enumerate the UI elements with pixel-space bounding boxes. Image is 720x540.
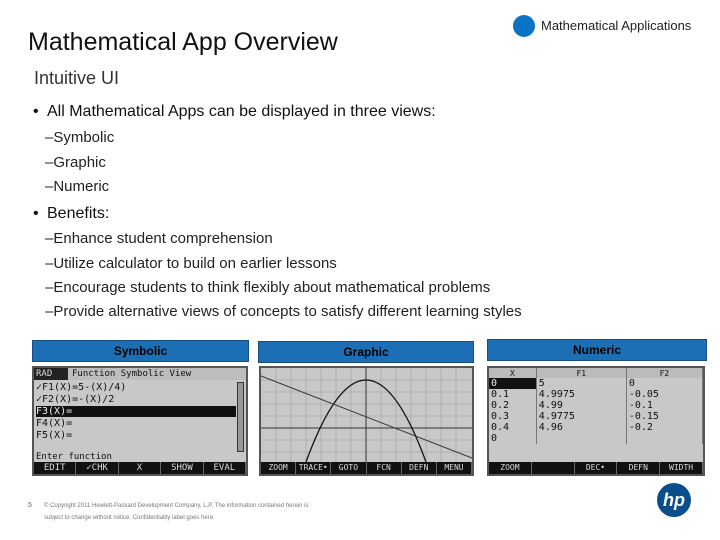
bullet-views <box>33 103 436 121</box>
table-cell: 0.3 <box>489 411 536 422</box>
table-cell: 4.96 <box>536 422 626 433</box>
graph-plot <box>261 368 472 462</box>
menu-blank <box>532 462 575 474</box>
table-cell: 0.4 <box>489 422 536 433</box>
sub-item: –Symbolic <box>45 129 115 146</box>
symbolic-header <box>32 340 249 362</box>
column-header: F2 <box>626 368 702 378</box>
numeric-header <box>487 339 707 361</box>
table-header-row <box>489 368 703 378</box>
table-cell: 4.99 <box>536 400 626 411</box>
menu-zoom: ZOOM <box>489 462 532 474</box>
bullet-text: Benefits: <box>47 205 110 222</box>
menu-show: SHOW <box>161 462 203 474</box>
bullet-dot-icon: • <box>33 103 39 120</box>
angle-mode: RAD <box>34 368 68 380</box>
table-row <box>489 400 703 411</box>
sub-item: –Graphic <box>45 154 106 171</box>
page-number: 5 <box>28 502 32 509</box>
graphic-header-label: Graphic <box>343 345 389 359</box>
table-row <box>489 378 703 389</box>
entry-label: Enter function <box>36 452 112 462</box>
page-title: Mathematical App Overview <box>28 28 338 56</box>
menu-edit: EDIT <box>34 462 76 474</box>
table-cell: 4.9775 <box>536 411 626 422</box>
symbolic-header-label: Symbolic <box>113 344 168 358</box>
table-cell: -0.2 <box>626 422 702 433</box>
function-row: ✓F1(X)=5-(X)/4) <box>36 382 127 393</box>
table-cell: 4.9975 <box>536 389 626 400</box>
graphic-screen <box>259 366 474 476</box>
menu-check: ✓CHK <box>76 462 118 474</box>
menu-zoom: ZOOM <box>261 462 296 474</box>
table-row <box>489 433 703 444</box>
table-cell: -0.1 <box>626 400 702 411</box>
sub-item: –Encourage students to think flexibly about mathematical problems <box>45 279 491 296</box>
menu-goto: GOTO <box>331 462 366 474</box>
menu-defn: DEFN <box>617 462 660 474</box>
table-cell <box>626 433 702 444</box>
menu-defn: DEFN <box>402 462 437 474</box>
table-row <box>489 389 703 400</box>
bullet-text: All Mathematical Apps can be displayed in three views: <box>47 103 436 120</box>
table-row <box>489 411 703 422</box>
table-cell: 0 <box>489 378 536 389</box>
table-cell: 0.1 <box>489 389 536 400</box>
function-row: ✓F2(X)=-(X)/2 <box>36 394 115 405</box>
table-row <box>489 422 703 433</box>
symbolic-menu <box>34 462 246 474</box>
brand-label: Mathematical Applications <box>541 18 692 33</box>
menu-x: X <box>119 462 161 474</box>
copyright-notice: © Copyright 2011 Hewlett-Packard Development Company, L.P. The information contained herein is subject to change without notice. Confidentiality label goes here <box>44 503 309 521</box>
sub-item: –Enhance student comprehension <box>45 230 273 247</box>
table-cell: -0.05 <box>626 389 702 400</box>
menu-width: WIDTH <box>660 462 703 474</box>
symbolic-scrollbar <box>237 382 244 452</box>
table-cell: -0.15 <box>626 411 702 422</box>
menu-dec: DEC• <box>575 462 618 474</box>
menu-fcn: FCN <box>367 462 402 474</box>
table-cell: 0.2 <box>489 400 536 411</box>
sub-item: –Utilize calculator to build on earlier lessons <box>45 255 337 272</box>
function-row: F3(X)= <box>36 406 236 417</box>
hp-logo: hp <box>657 483 691 517</box>
sub-item: –Numeric <box>45 178 110 195</box>
table-cell: 5 <box>536 378 626 389</box>
numeric-screen <box>487 366 705 476</box>
graphic-menu <box>261 462 472 474</box>
function-row: F4(X)= <box>36 418 73 429</box>
numeric-header-label: Numeric <box>572 343 622 357</box>
column-header: F1 <box>536 368 626 378</box>
table-cell <box>536 433 626 444</box>
table-cell: 0 <box>489 433 536 444</box>
brand-dot-icon <box>513 15 535 37</box>
symbolic-screen <box>32 366 248 476</box>
bullet-dot-icon: • <box>33 205 39 222</box>
symbolic-titlebar <box>34 368 246 380</box>
menu-menu: MENU <box>437 462 472 474</box>
menu-eval: EVAL <box>204 462 246 474</box>
view-title: Function Symbolic View <box>72 369 192 379</box>
table-cell: 0 <box>626 378 702 389</box>
bullet-benefits <box>33 205 109 223</box>
column-header: X <box>489 368 536 378</box>
numeric-table <box>489 368 703 444</box>
sub-item: –Provide alternative views of concepts to satisfy different learning styles <box>45 303 522 320</box>
graphic-header <box>258 341 474 363</box>
menu-trace: TRACE• <box>296 462 331 474</box>
page-subtitle: Intuitive UI <box>34 68 120 88</box>
function-row: F5(X)= <box>36 430 73 441</box>
numeric-menu <box>489 462 703 474</box>
